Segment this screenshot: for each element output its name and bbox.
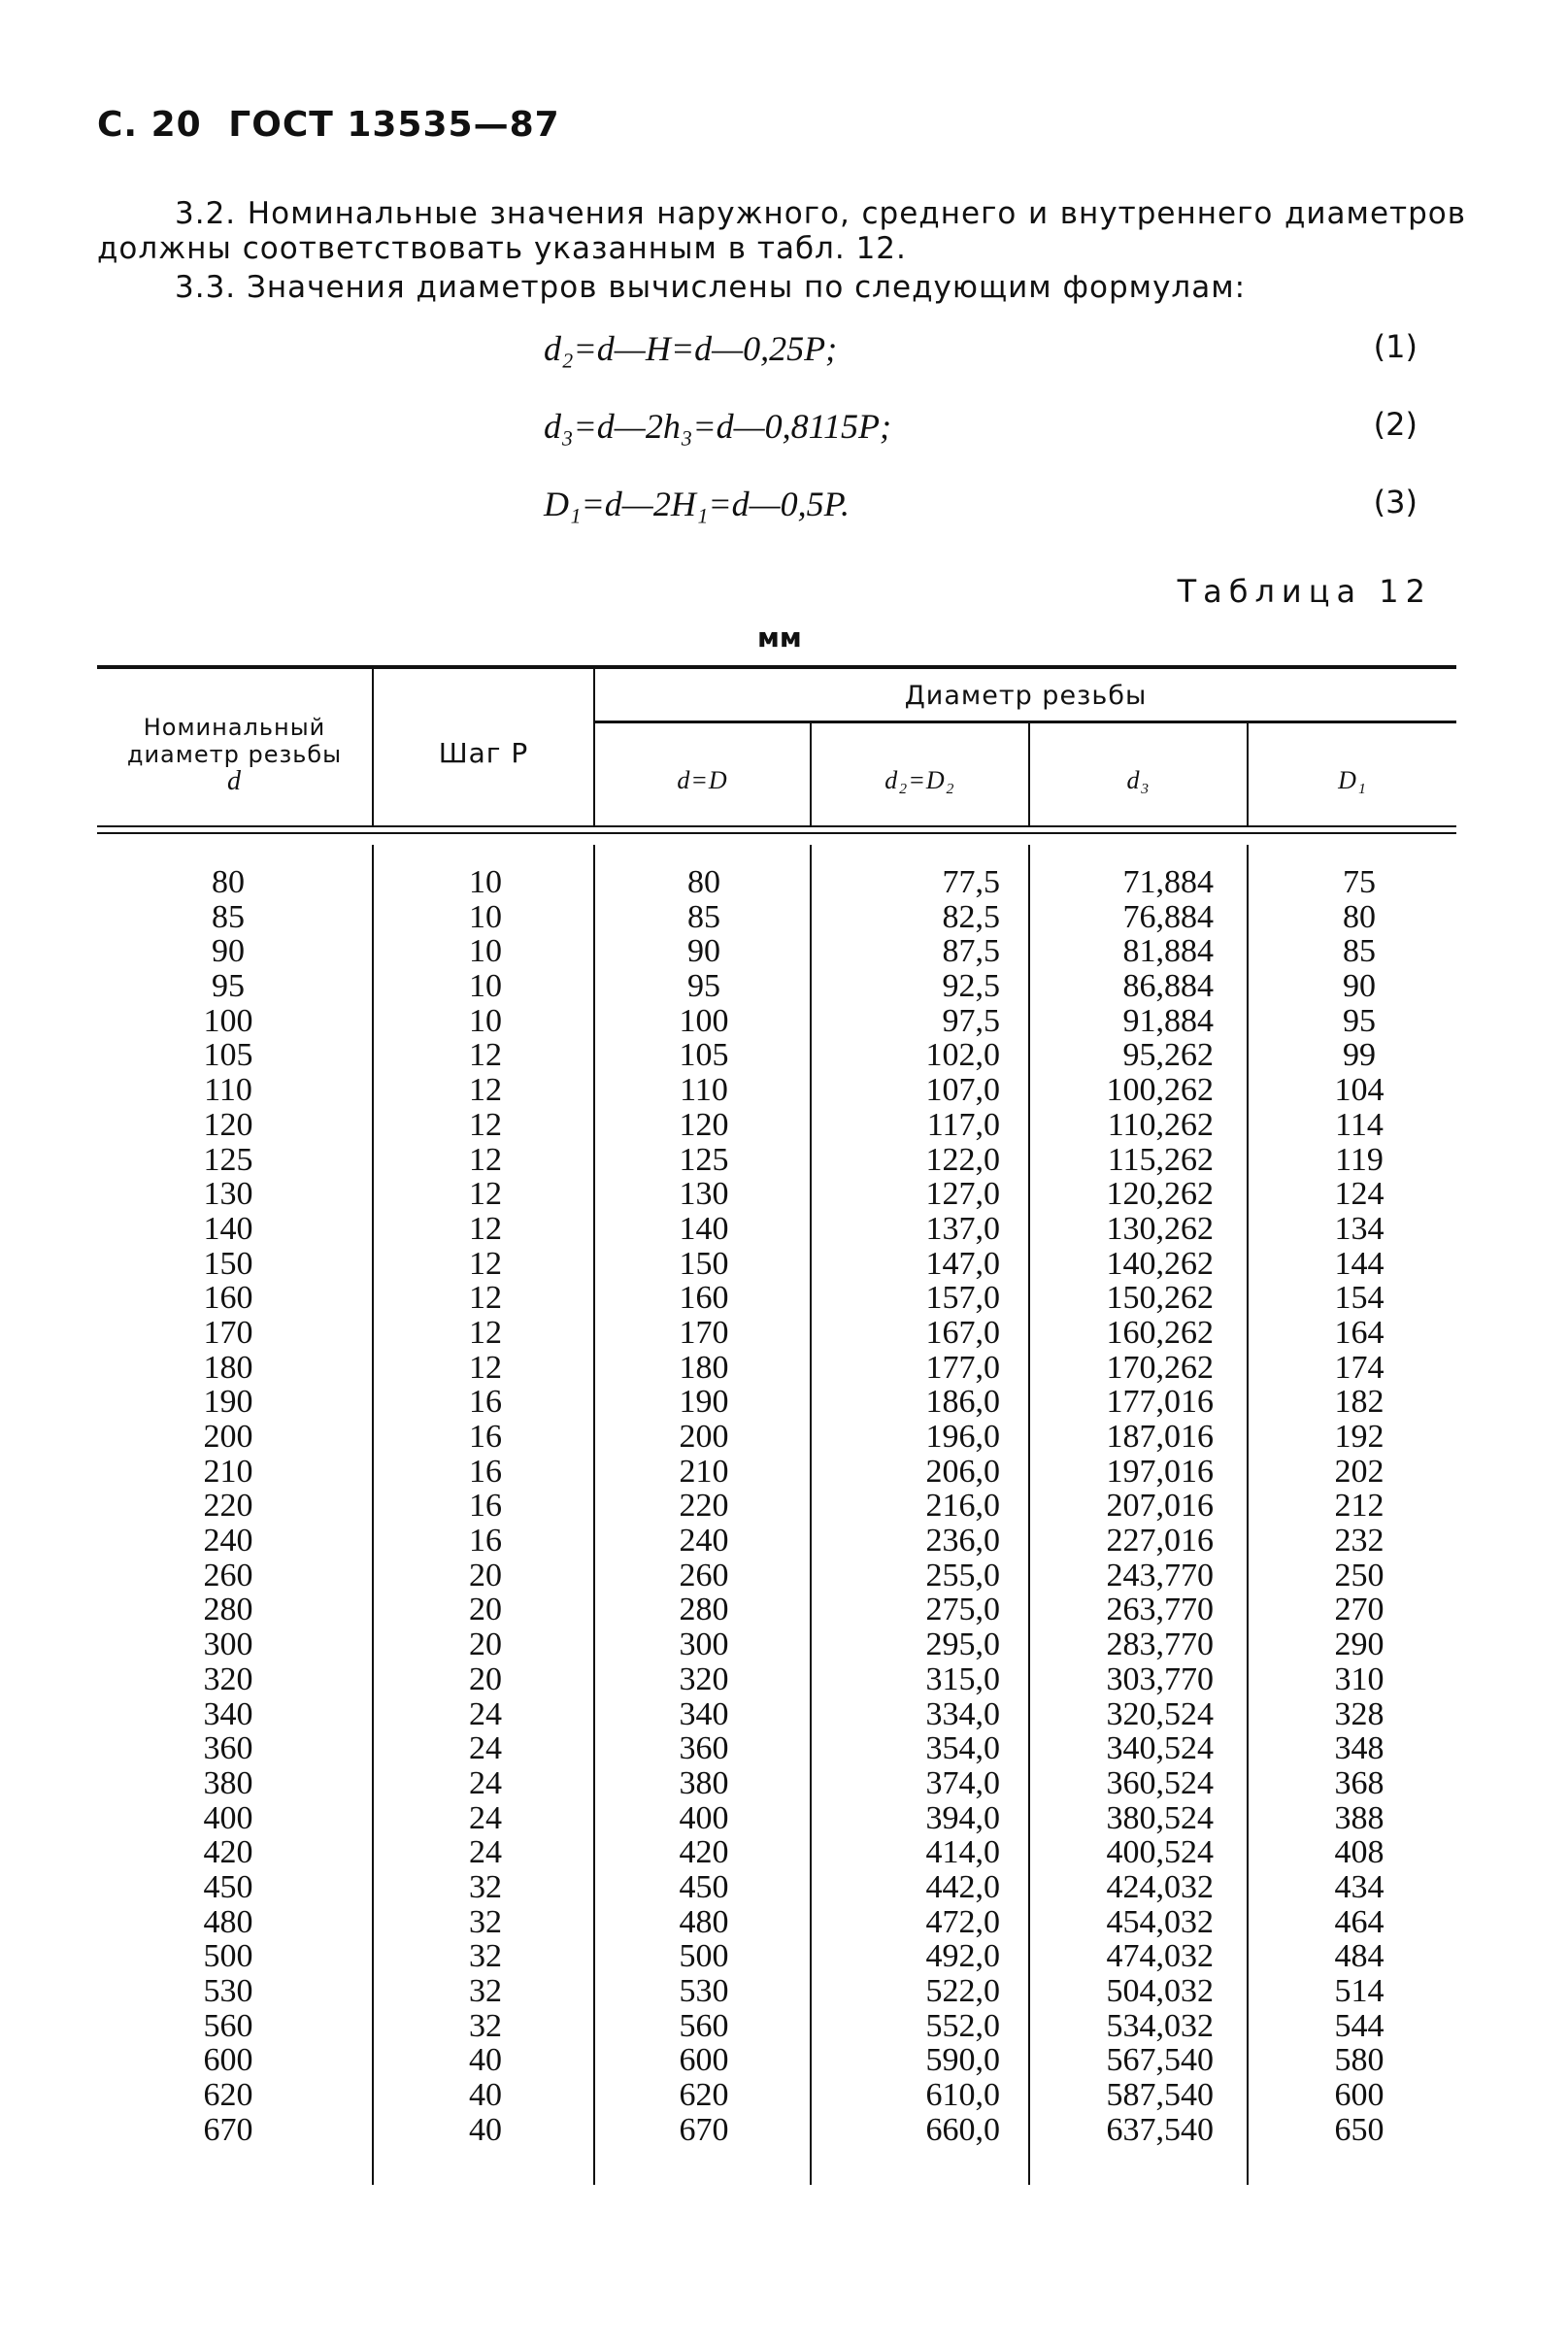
table-cell: 127,0	[925, 1176, 1000, 1213]
column-d2	[845, 865, 1000, 2147]
table-cell: 16	[469, 1523, 502, 1559]
table-cell: 320	[679, 1660, 729, 1697]
table-cell: 236,0	[925, 1523, 1000, 1559]
table-cell: 20	[469, 1592, 502, 1628]
table-cell: 77,5	[942, 864, 1000, 900]
table-cell: 157,0	[925, 1280, 1000, 1317]
table-cell: 472,0	[925, 1903, 1000, 1940]
table-cell: 360	[679, 1730, 729, 1767]
table-cell: 104	[1334, 1072, 1385, 1109]
table-cell: 12	[469, 1176, 502, 1213]
table-cell: 280	[203, 1592, 253, 1628]
column-pitch	[408, 865, 563, 2147]
table-cell: 530	[203, 1973, 253, 2009]
table-cell: 480	[203, 1903, 253, 1940]
header-d-eq-D: d=D	[677, 766, 728, 794]
table-top-rule	[97, 665, 1456, 669]
table-cell: 650	[1334, 2111, 1385, 2148]
table-cell: 10	[469, 864, 502, 900]
table-cell: 220	[203, 1488, 253, 1525]
table-cell: 119	[1335, 1141, 1384, 1178]
table-cell: 580	[1334, 2042, 1385, 2079]
table-cell: 260	[679, 1557, 729, 1593]
table-cell: 368	[1334, 1764, 1385, 1801]
table-cell: 408	[1334, 1834, 1385, 1871]
table-cell: 24	[469, 1764, 502, 1801]
table-cell: 160	[203, 1280, 253, 1317]
table-cell: 240	[203, 1523, 253, 1559]
table-cell: 82,5	[942, 898, 1000, 935]
table-cell: 227,016	[1106, 1523, 1214, 1559]
table-cell: 600	[203, 2042, 253, 2079]
table-cell: 144	[1334, 1245, 1385, 1282]
column-divider	[372, 845, 374, 2185]
table-cell: 85	[212, 898, 245, 935]
table-cell: 24	[469, 1834, 502, 1871]
table-cell: 10	[469, 898, 502, 935]
table-cell: 202	[1334, 1453, 1385, 1490]
table-cell: 12	[469, 1141, 502, 1178]
table-cell: 177,0	[925, 1349, 1000, 1386]
table-cell: 102,0	[925, 1037, 1000, 1074]
table-cell: 400,524	[1106, 1834, 1214, 1871]
table-cell: 76,884	[1122, 898, 1214, 935]
table-cell: 150	[203, 1245, 253, 1282]
header-sub-rule	[594, 721, 1456, 723]
table-cell: 95	[212, 968, 245, 1005]
table-title: Таблица 12	[1177, 573, 1432, 610]
table-cell: 637,540	[1106, 2111, 1214, 2148]
table-cell: 100	[679, 1002, 729, 1039]
table-cell: 500	[203, 1938, 253, 1975]
table-cell: 140	[679, 1210, 729, 1247]
table-cell: 120,262	[1106, 1176, 1214, 1213]
table-cell: 110,262	[1107, 1106, 1214, 1143]
table-cell: 147,0	[925, 1245, 1000, 1282]
table-cell: 300	[203, 1626, 253, 1663]
header-bottom-rule	[97, 825, 1456, 827]
table-cell: 620	[203, 2077, 253, 2114]
table-cell: 263,770	[1106, 1592, 1214, 1628]
table-cell: 140,262	[1106, 1245, 1214, 1282]
table-cell: 400	[203, 1799, 253, 1836]
table-cell: 560	[679, 2007, 729, 2044]
table-cell: 192	[1334, 1419, 1385, 1455]
header-D1: D₁	[1338, 766, 1367, 794]
table-cell: 340	[203, 1695, 253, 1732]
table-cell: 32	[469, 1903, 502, 1940]
table-cell: 130	[679, 1176, 729, 1213]
table-cell: 24	[469, 1799, 502, 1836]
table-cell: 600	[679, 2042, 729, 2079]
table-cell: 186,0	[925, 1384, 1000, 1421]
table-cell: 12	[469, 1349, 502, 1386]
table-cell: 114	[1335, 1106, 1384, 1143]
table-cell: 16	[469, 1488, 502, 1525]
table-cell: 75	[1343, 864, 1376, 900]
table-cell: 164	[1334, 1314, 1385, 1351]
formula-expression: d₃=d—2h₃=d—0,8115P;	[544, 407, 891, 446]
table-cell: 125	[203, 1141, 253, 1178]
table-cell: 124	[1334, 1176, 1385, 1213]
table-cell: 12	[469, 1072, 502, 1109]
table-cell: 80	[1343, 898, 1376, 935]
formula-number: (3)	[1373, 484, 1418, 520]
table-cell: 492,0	[925, 1938, 1000, 1975]
table-cell: 380	[679, 1764, 729, 1801]
table-cell: 24	[469, 1695, 502, 1732]
column-divider	[810, 845, 812, 2185]
standard-designation: ГОСТ 13535—87	[228, 105, 560, 145]
table-cell: 212	[1334, 1488, 1385, 1525]
header-nominal-symbol: d	[227, 766, 242, 796]
table-cell: 130	[203, 1176, 253, 1213]
table-cell: 504,032	[1106, 1973, 1214, 2009]
table-cell: 210	[203, 1453, 253, 1490]
table-cell: 85	[687, 898, 720, 935]
table-cell: 250	[1334, 1557, 1385, 1593]
table-cell: 115,262	[1107, 1141, 1214, 1178]
table-cell: 315,0	[925, 1660, 1000, 1697]
paragraph-3-2: 3.2. Номинальные значения наружного, среднего и внутреннего диаметров должны соответствовать указанным в табл. 12.	[97, 196, 1466, 266]
table-cell: 10	[469, 933, 502, 970]
table-cell: 240	[679, 1523, 729, 1559]
table-cell: 424,032	[1106, 1868, 1214, 1905]
header-d3: d₃	[1126, 766, 1151, 794]
table-cell: 12	[469, 1245, 502, 1282]
table-cell: 530	[679, 1973, 729, 2009]
table-cell: 32	[469, 1938, 502, 1975]
table-cell: 320	[203, 1660, 253, 1697]
table-cell: 87,5	[942, 933, 1000, 970]
table-cell: 170	[203, 1314, 253, 1351]
page-header	[97, 105, 574, 145]
table-cell: 400	[679, 1799, 729, 1836]
table-cell: 92,5	[942, 968, 1000, 1005]
paragraph-3-3: 3.3. Значения диаметров вычислены по следующим формулам:	[175, 270, 1247, 305]
table-cell: 99	[1343, 1037, 1376, 1074]
table-cell: 16	[469, 1453, 502, 1490]
header-d2-eq-D2: d₂=D₂	[884, 766, 955, 794]
table-cell: 90	[687, 933, 720, 970]
table-cell: 110	[204, 1072, 252, 1109]
table-cell: 552,0	[925, 2007, 1000, 2044]
column-D1	[1282, 865, 1437, 2147]
table-cell: 95	[687, 968, 720, 1005]
table-cell: 190	[679, 1384, 729, 1421]
table-cell: 200	[203, 1419, 253, 1455]
table-cell: 107,0	[925, 1072, 1000, 1109]
table-cell: 90	[1343, 968, 1376, 1005]
table-cell: 303,770	[1106, 1660, 1214, 1697]
table-cell: 567,540	[1106, 2042, 1214, 2079]
table-cell: 71,884	[1122, 864, 1214, 900]
column-d3	[1049, 865, 1214, 2147]
table-cell: 160	[679, 1280, 729, 1317]
table-cell: 590,0	[925, 2042, 1000, 2079]
table-cell: 210	[679, 1453, 729, 1490]
table-cell: 260	[203, 1557, 253, 1593]
table-cell: 500	[679, 1938, 729, 1975]
table-cell: 20	[469, 1626, 502, 1663]
table-cell: 380	[203, 1764, 253, 1801]
table-cell: 660,0	[925, 2111, 1000, 2148]
table-cell: 100	[203, 1002, 253, 1039]
table-cell: 40	[469, 2042, 502, 2079]
table-cell: 232	[1334, 1523, 1385, 1559]
table-cell: 105	[203, 1037, 253, 1074]
table-cell: 280	[679, 1592, 729, 1628]
table-cell: 12	[469, 1106, 502, 1143]
table-cell: 207,016	[1106, 1488, 1214, 1525]
table-cell: 414,0	[925, 1834, 1000, 1871]
table-cell: 32	[469, 1868, 502, 1905]
table-cell: 354,0	[925, 1730, 1000, 1767]
table-cell: 587,540	[1106, 2077, 1214, 2114]
table-cell: 197,016	[1106, 1453, 1214, 1490]
table-cell: 134	[1334, 1210, 1385, 1247]
header-bottom-rule	[97, 832, 1456, 834]
column-divider	[1247, 845, 1249, 2185]
table-cell: 80	[212, 864, 245, 900]
table-cell: 380,524	[1106, 1799, 1214, 1836]
table-cell: 10	[469, 968, 502, 1005]
table-cell: 91,884	[1122, 1002, 1214, 1039]
header-thread-diameter: Диаметр резьбы	[904, 681, 1148, 711]
table-cell: 340,524	[1106, 1730, 1214, 1767]
table-cell: 16	[469, 1419, 502, 1455]
table-cell: 464	[1334, 1903, 1385, 1940]
table-cell: 120	[203, 1106, 253, 1143]
table-cell: 40	[469, 2077, 502, 2114]
column-divider	[593, 845, 595, 2185]
table-cell: 340	[679, 1695, 729, 1732]
table-cell: 24	[469, 1730, 502, 1767]
table-cell: 81,884	[1122, 933, 1214, 970]
table-cell: 180	[679, 1349, 729, 1386]
table-cell: 534,032	[1106, 2007, 1214, 2044]
table-cell: 388	[1334, 1799, 1385, 1836]
table-cell: 150,262	[1106, 1280, 1214, 1317]
header-pitch: Шаг P	[438, 737, 529, 769]
table-cell: 522,0	[925, 1973, 1000, 2009]
table-cell: 187,016	[1106, 1419, 1214, 1455]
table-cell: 16	[469, 1384, 502, 1421]
formula-1	[544, 328, 1418, 377]
table-cell: 10	[469, 1002, 502, 1039]
table-cell: 270	[1334, 1592, 1385, 1628]
table-cell: 95,262	[1122, 1037, 1214, 1074]
table-cell: 120	[679, 1106, 729, 1143]
table-cell: 450	[203, 1868, 253, 1905]
table-cell: 560	[203, 2007, 253, 2044]
table-cell: 243,770	[1106, 1557, 1214, 1593]
header-nominal-diameter	[97, 714, 372, 795]
formula-expression: d₂=d—H=d—0,25P;	[544, 329, 838, 368]
formula-number: (1)	[1373, 328, 1418, 365]
formula-2	[544, 406, 1418, 454]
table-cell: 600	[1334, 2077, 1385, 2114]
table-cell: 137,0	[925, 1210, 1000, 1247]
table-cell: 620	[679, 2077, 729, 2114]
table-cell: 20	[469, 1660, 502, 1697]
table-cell: 12	[469, 1314, 502, 1351]
table-cell: 420	[679, 1834, 729, 1871]
table-cell: 348	[1334, 1730, 1385, 1767]
table-cell: 40	[469, 2111, 502, 2148]
table-cell: 434	[1334, 1868, 1385, 1905]
table-cell: 105	[679, 1037, 729, 1074]
table-cell: 32	[469, 2007, 502, 2044]
table-cell: 182	[1334, 1384, 1385, 1421]
table-cell: 32	[469, 1973, 502, 2009]
table-cell: 275,0	[925, 1592, 1000, 1628]
table-cell: 610,0	[925, 2077, 1000, 2114]
table-cell: 216,0	[925, 1488, 1000, 1525]
table-cell: 454,032	[1106, 1903, 1214, 1940]
table-cell: 12	[469, 1280, 502, 1317]
table-cell: 80	[687, 864, 720, 900]
column-divider	[1028, 845, 1030, 2185]
table-cell: 154	[1334, 1280, 1385, 1317]
table-cell: 442,0	[925, 1868, 1000, 1905]
table-cell: 670	[679, 2111, 729, 2148]
table-cell: 12	[469, 1037, 502, 1074]
table-cell: 220	[679, 1488, 729, 1525]
table-cell: 97,5	[942, 1002, 1000, 1039]
table-cell: 110	[680, 1072, 728, 1109]
table-cell: 90	[212, 933, 245, 970]
table-cell: 300	[679, 1626, 729, 1663]
formula-number: (2)	[1373, 406, 1418, 443]
table-cell: 117,0	[926, 1106, 1000, 1143]
table-cell: 167,0	[925, 1314, 1000, 1351]
table-cell: 140	[203, 1210, 253, 1247]
table-cell: 130,262	[1106, 1210, 1214, 1247]
table-cell: 670	[203, 2111, 253, 2148]
table-cell: 196,0	[925, 1419, 1000, 1455]
table-cell: 310	[1334, 1660, 1385, 1697]
table-cell: 190	[203, 1384, 253, 1421]
table-cell: 150	[679, 1245, 729, 1282]
table-cell: 295,0	[925, 1626, 1000, 1663]
table-cell: 450	[679, 1868, 729, 1905]
table-cell: 320,524	[1106, 1695, 1214, 1732]
table-cell: 95	[1343, 1002, 1376, 1039]
table-cell: 394,0	[925, 1799, 1000, 1836]
table-cell: 20	[469, 1557, 502, 1593]
table-cell: 420	[203, 1834, 253, 1871]
table-cell: 544	[1334, 2007, 1385, 2044]
table-cell: 85	[1343, 933, 1376, 970]
table-cell: 86,884	[1122, 968, 1214, 1005]
table-cell: 100,262	[1106, 1072, 1214, 1109]
formula-expression: D₁=d—2H₁=d—0,5P.	[544, 485, 850, 523]
table-cell: 170	[679, 1314, 729, 1351]
table-cell: 177,016	[1106, 1384, 1214, 1421]
table-units: мм	[757, 621, 802, 654]
table-cell: 474,032	[1106, 1938, 1214, 1975]
table-cell: 480	[679, 1903, 729, 1940]
table-cell: 360	[203, 1730, 253, 1767]
table-cell: 125	[679, 1141, 729, 1178]
table-cell: 360,524	[1106, 1764, 1214, 1801]
table-cell: 374,0	[925, 1764, 1000, 1801]
table-cell: 514	[1334, 1973, 1385, 2009]
table-cell: 180	[203, 1349, 253, 1386]
formula-3	[544, 484, 1418, 532]
table-cell: 122,0	[925, 1141, 1000, 1178]
table-cell: 170,262	[1106, 1349, 1214, 1386]
table-cell: 484	[1334, 1938, 1385, 1975]
table-cell: 206,0	[925, 1453, 1000, 1490]
table-cell: 283,770	[1106, 1626, 1214, 1663]
table-cell: 334,0	[925, 1695, 1000, 1732]
table-cell: 12	[469, 1210, 502, 1247]
header-nominal-label: Номинальный диаметр резьбы	[126, 714, 343, 768]
page-number: С. 20	[97, 105, 202, 145]
table-cell: 290	[1334, 1626, 1385, 1663]
column-d-eq-D	[621, 865, 786, 2147]
column-nominal-diameter	[146, 865, 311, 2147]
table-cell: 174	[1334, 1349, 1385, 1386]
table-cell: 200	[679, 1419, 729, 1455]
table-cell: 328	[1334, 1695, 1385, 1732]
table-cell: 255,0	[925, 1557, 1000, 1593]
table-cell: 160,262	[1106, 1314, 1214, 1351]
